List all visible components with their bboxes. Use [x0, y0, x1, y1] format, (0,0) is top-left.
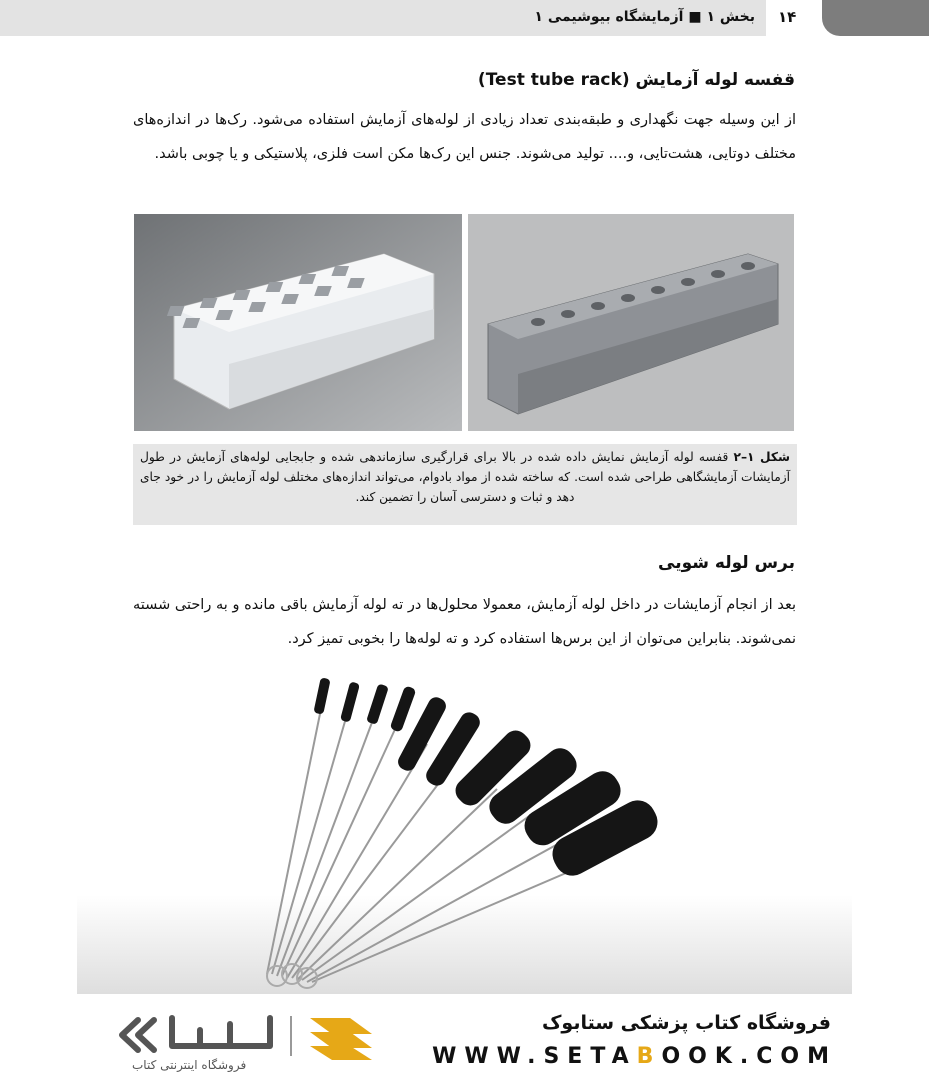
- header-tab: [822, 0, 929, 36]
- running-title: بخش ۱ ■ آزمایشگاه بیوشیمی ۱: [534, 9, 755, 25]
- figure-caption: [133, 444, 797, 525]
- url-part-1: WWW.SETA: [432, 1044, 637, 1069]
- store-name: فروشگاه کتاب پزشکی ستابوک: [541, 1012, 831, 1034]
- figure-caption-label: شکل ۱–۲: [733, 450, 790, 464]
- section-heading-tube-brush: برس لوله شویی: [658, 553, 795, 573]
- tube-brushes-photo: [77, 664, 852, 994]
- paragraph-test-tube-rack: از این وسیله جهت نگهداری و طبقه‌بندی تعداد زیادی از لوله‌های آزمایش استفاده می‌شود. رک‌ها در اندازه‌های مختلف دوتایی، هشت‌تایی، و.... تولید می‌شوند. جنس این رک‌ها مکن است فلزی، پلاستیکی و یا چوبی باشد.: [133, 112, 796, 162]
- url-part-3: OOK.COM: [661, 1044, 837, 1069]
- paragraph-tube-brush: بعد از انجام آزمایشات در داخل لوله آزمایش، معمولا محلول‌ها در ته لوله آزمایش باقی مانده و به راحتی شسته نمی‌شوند. بنابراین می‌توان از این برس‌ها استفاده کرد و ته لوله‌ها را بخوبی تمیز کرد.: [133, 597, 796, 647]
- url-accent-letter: B: [636, 1044, 662, 1069]
- brushes-illustration: [77, 664, 852, 994]
- logo-subtitle: فروشگاه اینترنتی کتاب: [132, 1058, 247, 1072]
- store-url[interactable]: [432, 1044, 837, 1069]
- metal-rack-photo: [468, 214, 794, 431]
- plastic-rack-photo: [134, 214, 462, 431]
- page-number: ۱۴: [778, 8, 797, 26]
- figure-caption-text: قفسه لوله آزمایش نمایش داده شده در بالا برای قرارگیری سازماندهی شده و جابجایی لوله‌های آزمایش در طول آزمایشات آزمایشگاهی طراحی شده است. که ساخته شده از مواد بادوام، می‌تواند اندازه‌های مختلف لوله آزمایش را در خود جای دهد و ثبات و دسترسی آسان را تضمین کند.: [140, 450, 790, 504]
- section-heading-test-tube-rack: قفسه لوله آزمایش (Test tube rack): [477, 70, 795, 90]
